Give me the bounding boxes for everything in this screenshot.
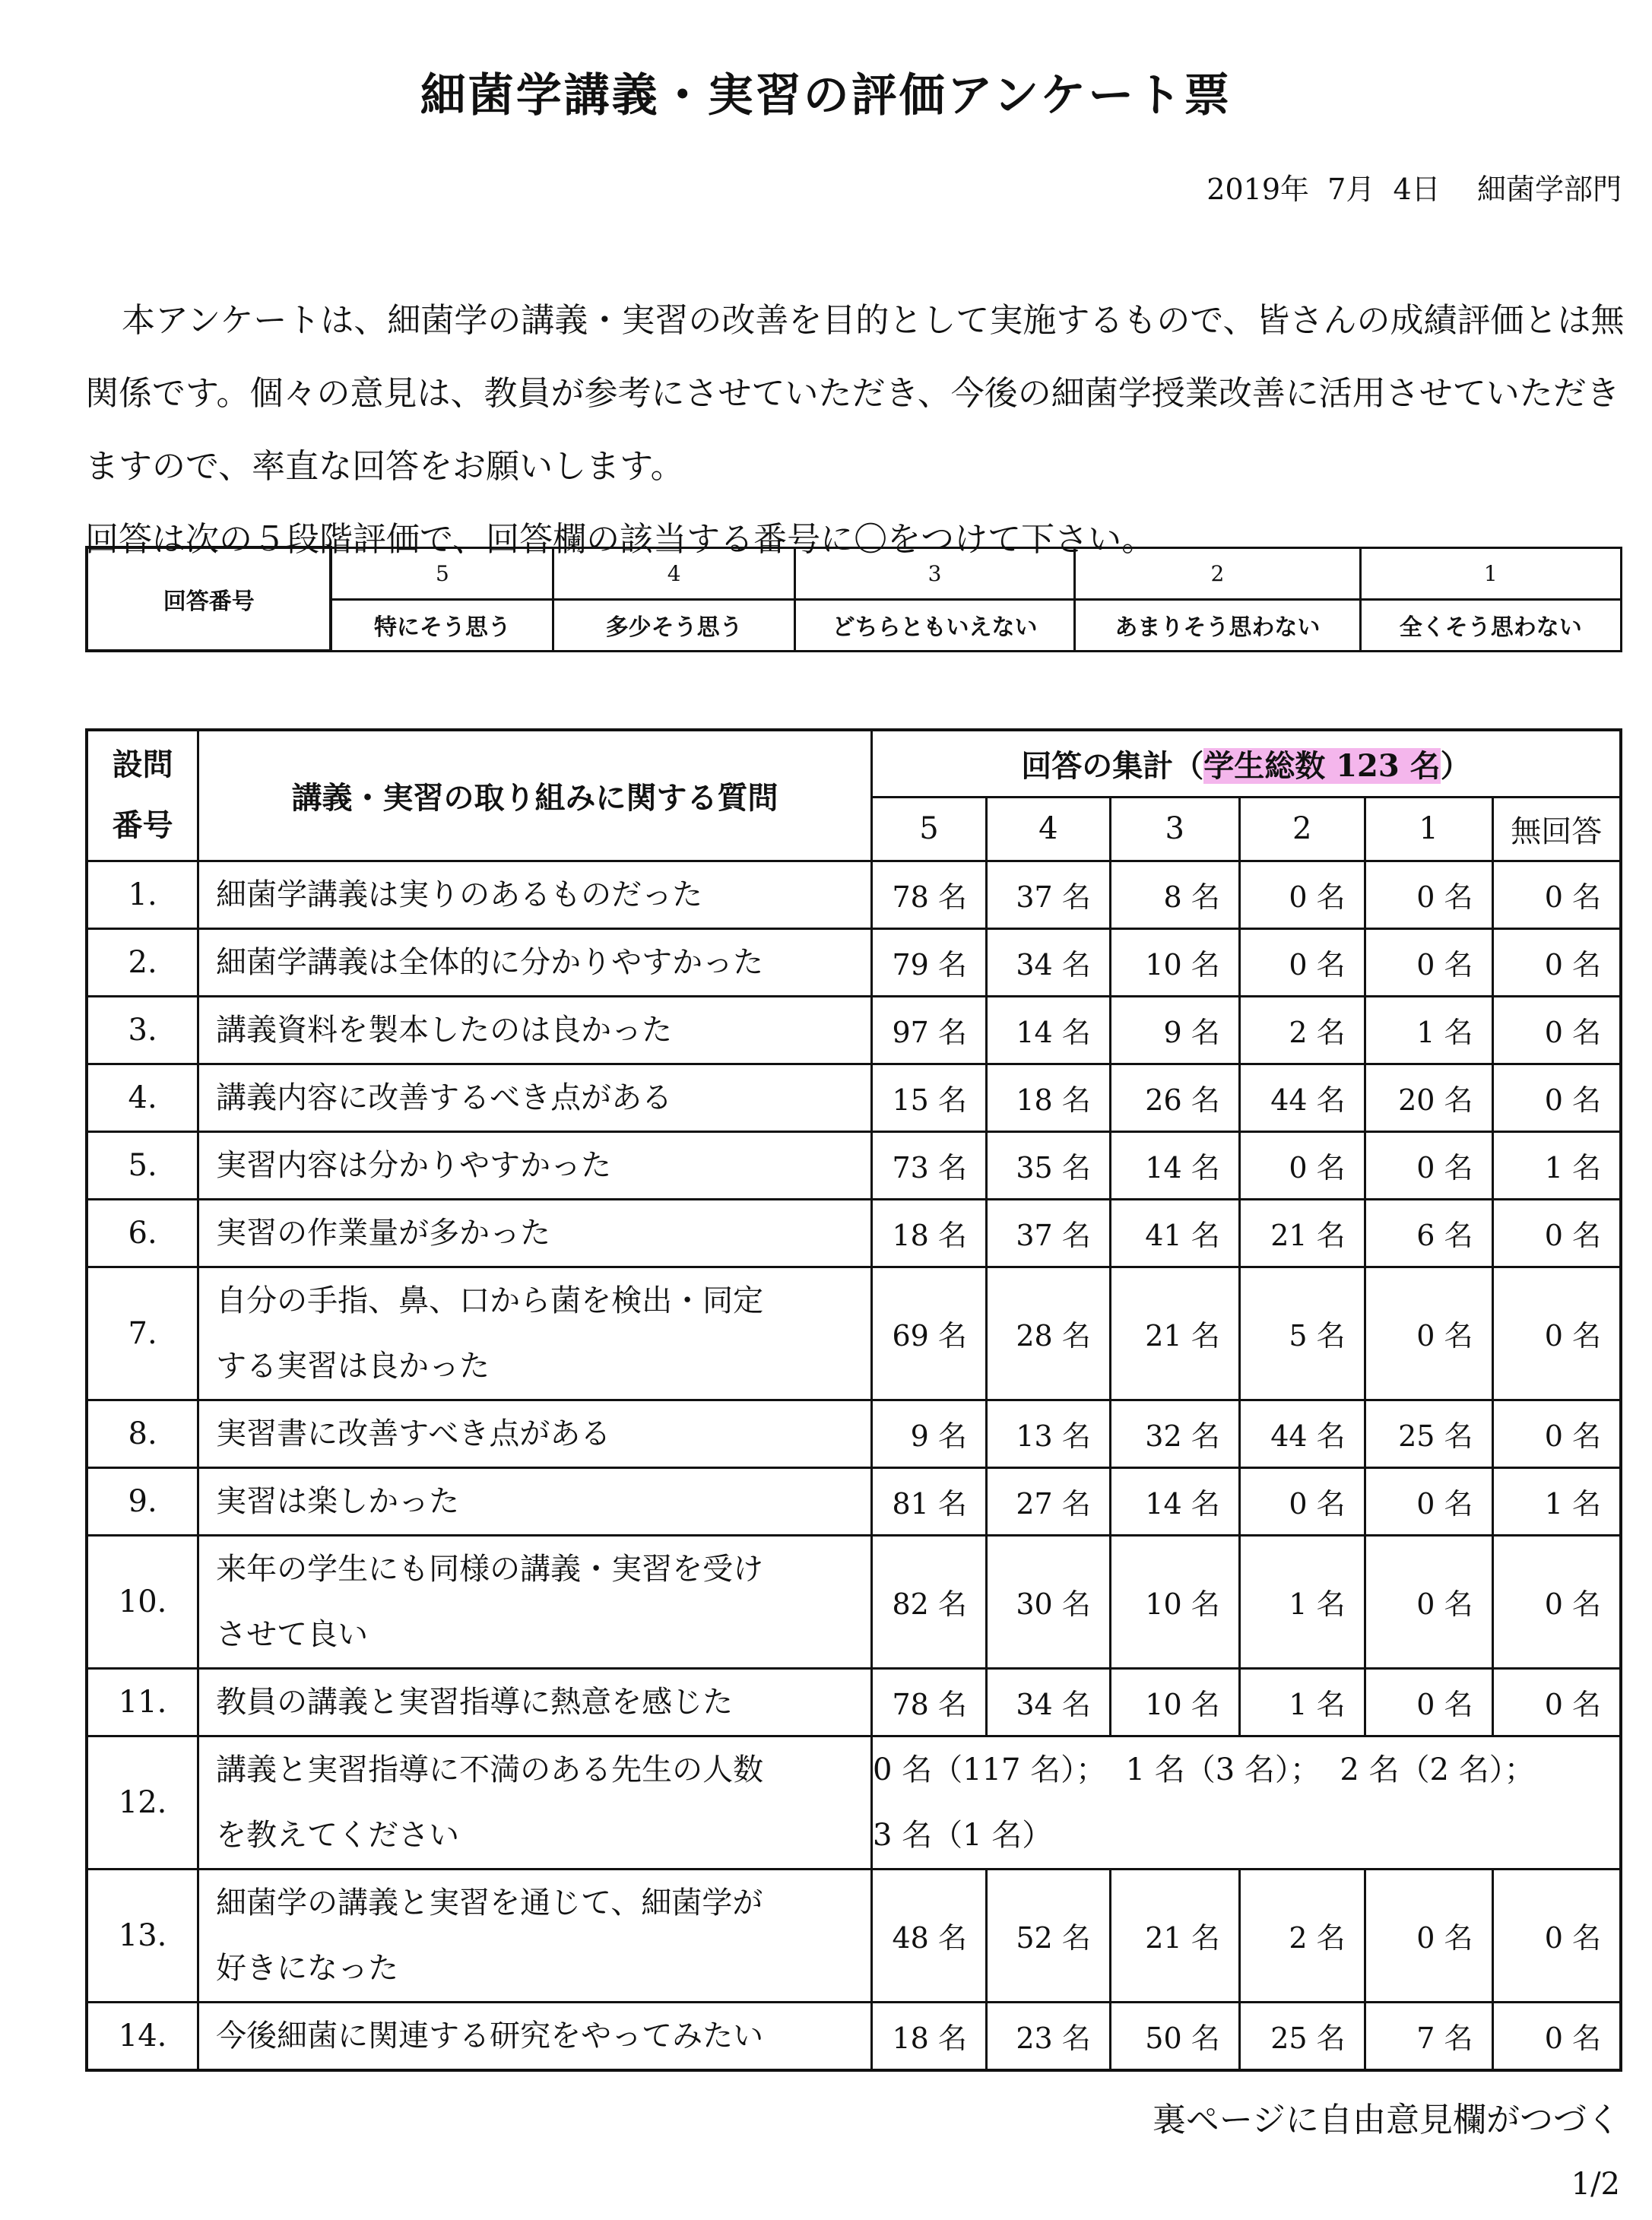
question-text-line: 好きになった [216,1950,399,1986]
question-text [198,1267,872,1400]
response-count: 0 名 [1365,1869,1492,2002]
question-text: 実習内容は分かりやすかった [198,1131,872,1199]
table-row [87,1131,1621,1199]
response-count: 15 名 [871,1064,986,1131]
table-row [87,1267,1621,1400]
response-count: 14 名 [1110,1131,1239,1199]
response-count: 18 名 [871,2002,986,2070]
response-count: 0 名 [1365,1467,1492,1535]
scale-number: 2 [1075,547,1360,599]
response-count: 44 名 [1239,1400,1365,1467]
col-header-summary [871,730,1621,797]
response-count: 0 名 [1239,1131,1365,1199]
response-count: 14 名 [986,996,1110,1064]
question-text: 実習は楽しかった [198,1467,872,1535]
response-count: 8 名 [1110,861,1239,928]
rating-scale-table [85,546,1622,652]
response-count: 0 名 [1492,996,1621,1064]
scale-number: 1 [1360,547,1621,599]
table-row [87,928,1621,996]
question-text-line: を教えてください [216,1817,460,1853]
response-count: 78 名 [871,1668,986,1736]
question-text: 細菌学講義は実りのあるものだった [198,861,872,928]
question-text [198,1535,872,1668]
teacher-count-answer [871,1736,1621,1869]
question-number: 12. [87,1736,198,1869]
response-count: 0 名 [1239,1467,1365,1535]
scale-number: 3 [794,547,1074,599]
intro-paragraph: 本アンケートは、細菌学の講義・実習の改善を目的として実施するもので、皆さんの成績評価とは無関係です。個々の意見は、教員が参考にさせていただき、今後の細菌学授業改善に活用させていただきますので、率直な回答をお願いします。 [85,301,1625,486]
response-count: 0 名 [1365,1668,1492,1736]
scale-label: 特にそう思う [331,599,553,651]
question-text-line: する実習は良かった [216,1348,490,1384]
table-row [87,1869,1621,2002]
response-count: 14 名 [1110,1467,1239,1535]
question-number: 9. [87,1467,198,1535]
table-row [87,2002,1621,2070]
scale-label: 多少そう思う [553,599,794,651]
continuation-note: 裏ページに自由意見欄がつづく [1152,2101,1620,2139]
response-count: 97 名 [871,996,986,1064]
response-count: 23 名 [986,2002,1110,2070]
intro-instruction: 回答は次の５段階評価で、回答欄の該当する番号に〇をつけて下さい。 [85,520,1156,559]
summary-suffix: ） [1440,747,1471,784]
question-text: 今後細菌に関連する研究をやってみたい [198,2002,872,2070]
table-row [87,1467,1621,1535]
response-count: 20 名 [1365,1064,1492,1131]
response-count: 52 名 [986,1869,1110,2002]
response-count: 21 名 [1110,1869,1239,2002]
response-count: 69 名 [871,1267,986,1400]
response-count: 30 名 [986,1535,1110,1668]
response-count: 35 名 [986,1131,1110,1199]
question-text [198,1869,872,2002]
score-header: 4 [986,797,1110,861]
response-count: 0 名 [1365,1535,1492,1668]
response-count: 2 名 [1239,996,1365,1064]
response-count: 27 名 [986,1467,1110,1535]
question-number: 6. [87,1199,198,1267]
response-count: 10 名 [1110,1535,1239,1668]
response-count: 82 名 [871,1535,986,1668]
response-count: 37 名 [986,861,1110,928]
table-row [87,1064,1621,1131]
question-number: 14. [87,2002,198,2070]
answer-line: 3 名（1 名） [872,1817,1053,1853]
results-body [87,861,1621,2070]
question-text: 実習の作業量が多かった [198,1199,872,1267]
response-count: 7 名 [1365,2002,1492,2070]
response-count: 10 名 [1110,928,1239,996]
response-count: 34 名 [986,928,1110,996]
response-count: 41 名 [1110,1199,1239,1267]
col-header-question: 講義・実習の取り組みに関する質問 [198,730,872,861]
question-number: 4. [87,1064,198,1131]
question-number: 3. [87,996,198,1064]
col-header-no-line1: 設問 [112,747,173,783]
question-number: 8. [87,1400,198,1467]
table-row [87,1535,1621,1668]
total-students-highlight: 学生総数 123 名 [1203,747,1441,784]
response-count: 79 名 [871,928,986,996]
table-row [87,1199,1621,1267]
answer-line: 0 名（117 名）； 1 名（3 名）； 2 名（2 名）； [872,1752,1535,1787]
response-count: 25 名 [1365,1400,1492,1467]
scale-number: 5 [331,547,553,599]
question-text: 講義資料を製本したのは良かった [198,996,872,1064]
question-text-line: 細菌学の講義と実習を通じて、細菌学が [216,1885,763,1920]
response-count: 0 名 [1492,861,1621,928]
response-count: 37 名 [986,1199,1110,1267]
response-count: 81 名 [871,1467,986,1535]
response-count: 28 名 [986,1267,1110,1400]
scale-label: 全くそう思わない [1360,599,1621,651]
score-header: 5 [871,797,986,861]
response-count: 0 名 [1492,1064,1621,1131]
summary-prefix: 回答の集計（ [1021,747,1204,784]
question-text-line: 講義と実習指導に不満のある先生の人数 [216,1752,764,1787]
table-row [87,861,1621,928]
table-row [87,1400,1621,1467]
response-count: 21 名 [1110,1267,1239,1400]
response-count: 1 名 [1239,1668,1365,1736]
response-count: 0 名 [1492,1400,1621,1467]
question-text: 講義内容に改善するべき点がある [198,1064,872,1131]
response-count: 44 名 [1239,1064,1365,1131]
results-table [85,728,1622,2072]
scale-header: 回答番号 [87,547,331,651]
question-number: 5. [87,1131,198,1199]
response-count: 25 名 [1239,2002,1365,2070]
response-count: 9 名 [871,1400,986,1467]
response-count: 9 名 [1110,996,1239,1064]
question-number: 1. [87,861,198,928]
question-text: 教員の講義と実習指導に熱意を感じた [198,1668,872,1736]
question-text-line: 来年の学生にも同様の講義・実習を受け [216,1551,764,1587]
page-title: 細菌学講義・実習の評価アンケート票 [420,69,1232,122]
scale-label: どちらともいえない [794,599,1074,651]
response-count: 18 名 [871,1199,986,1267]
date-department: 2019年 7月 4日 細菌学部門 [1206,173,1622,206]
response-count: 1 名 [1492,1467,1621,1535]
score-header: 2 [1239,797,1365,861]
page-number: 1/2 [1571,2167,1620,2202]
col-header-no-line2: 番号 [112,807,173,844]
response-count: 0 名 [1365,1267,1492,1400]
response-count: 13 名 [986,1400,1110,1467]
response-count: 0 名 [1365,1131,1492,1199]
response-count: 0 名 [1365,861,1492,928]
response-count: 0 名 [1492,2002,1621,2070]
response-count: 78 名 [871,861,986,928]
table-row [87,996,1621,1064]
response-count: 73 名 [871,1131,986,1199]
response-count: 21 名 [1239,1199,1365,1267]
scale-number: 4 [553,547,794,599]
scale-label: あまりそう思わない [1075,599,1360,651]
question-text [198,1736,872,1869]
question-number: 10. [87,1535,198,1668]
question-text: 実習書に改善すべき点がある [198,1400,872,1467]
score-header: 無回答 [1492,797,1621,861]
response-count: 48 名 [871,1869,986,2002]
question-text-line: 自分の手指、鼻、口から菌を検出・同定 [216,1283,764,1318]
response-count: 26 名 [1110,1064,1239,1131]
response-count: 50 名 [1110,2002,1239,2070]
score-header: 1 [1365,797,1492,861]
response-count: 0 名 [1492,1267,1621,1400]
question-text-line: させて良い [216,1616,369,1652]
question-text: 細菌学講義は全体的に分かりやすかった [198,928,872,996]
response-count: 0 名 [1492,1668,1621,1736]
response-count: 1 名 [1365,996,1492,1064]
question-number: 13. [87,1869,198,2002]
response-count: 0 名 [1239,928,1365,996]
response-count: 0 名 [1239,861,1365,928]
response-count: 0 名 [1492,1869,1621,2002]
question-number: 7. [87,1267,198,1400]
table-row [87,1668,1621,1736]
response-count: 0 名 [1492,1535,1621,1668]
question-number: 11. [87,1668,198,1736]
table-row [87,1736,1621,1869]
response-count: 34 名 [986,1668,1110,1736]
response-count: 5 名 [1239,1267,1365,1400]
response-count: 10 名 [1110,1668,1239,1736]
response-count: 1 名 [1239,1535,1365,1668]
col-header-no [87,730,198,861]
response-count: 0 名 [1365,928,1492,996]
response-count: 0 名 [1492,1199,1621,1267]
score-header: 3 [1110,797,1239,861]
response-count: 6 名 [1365,1199,1492,1267]
response-count: 18 名 [986,1064,1110,1131]
intro-text [85,284,1628,576]
response-count: 1 名 [1492,1131,1621,1199]
response-count: 32 名 [1110,1400,1239,1467]
response-count: 2 名 [1239,1869,1365,2002]
response-count: 0 名 [1492,928,1621,996]
question-number: 2. [87,928,198,996]
